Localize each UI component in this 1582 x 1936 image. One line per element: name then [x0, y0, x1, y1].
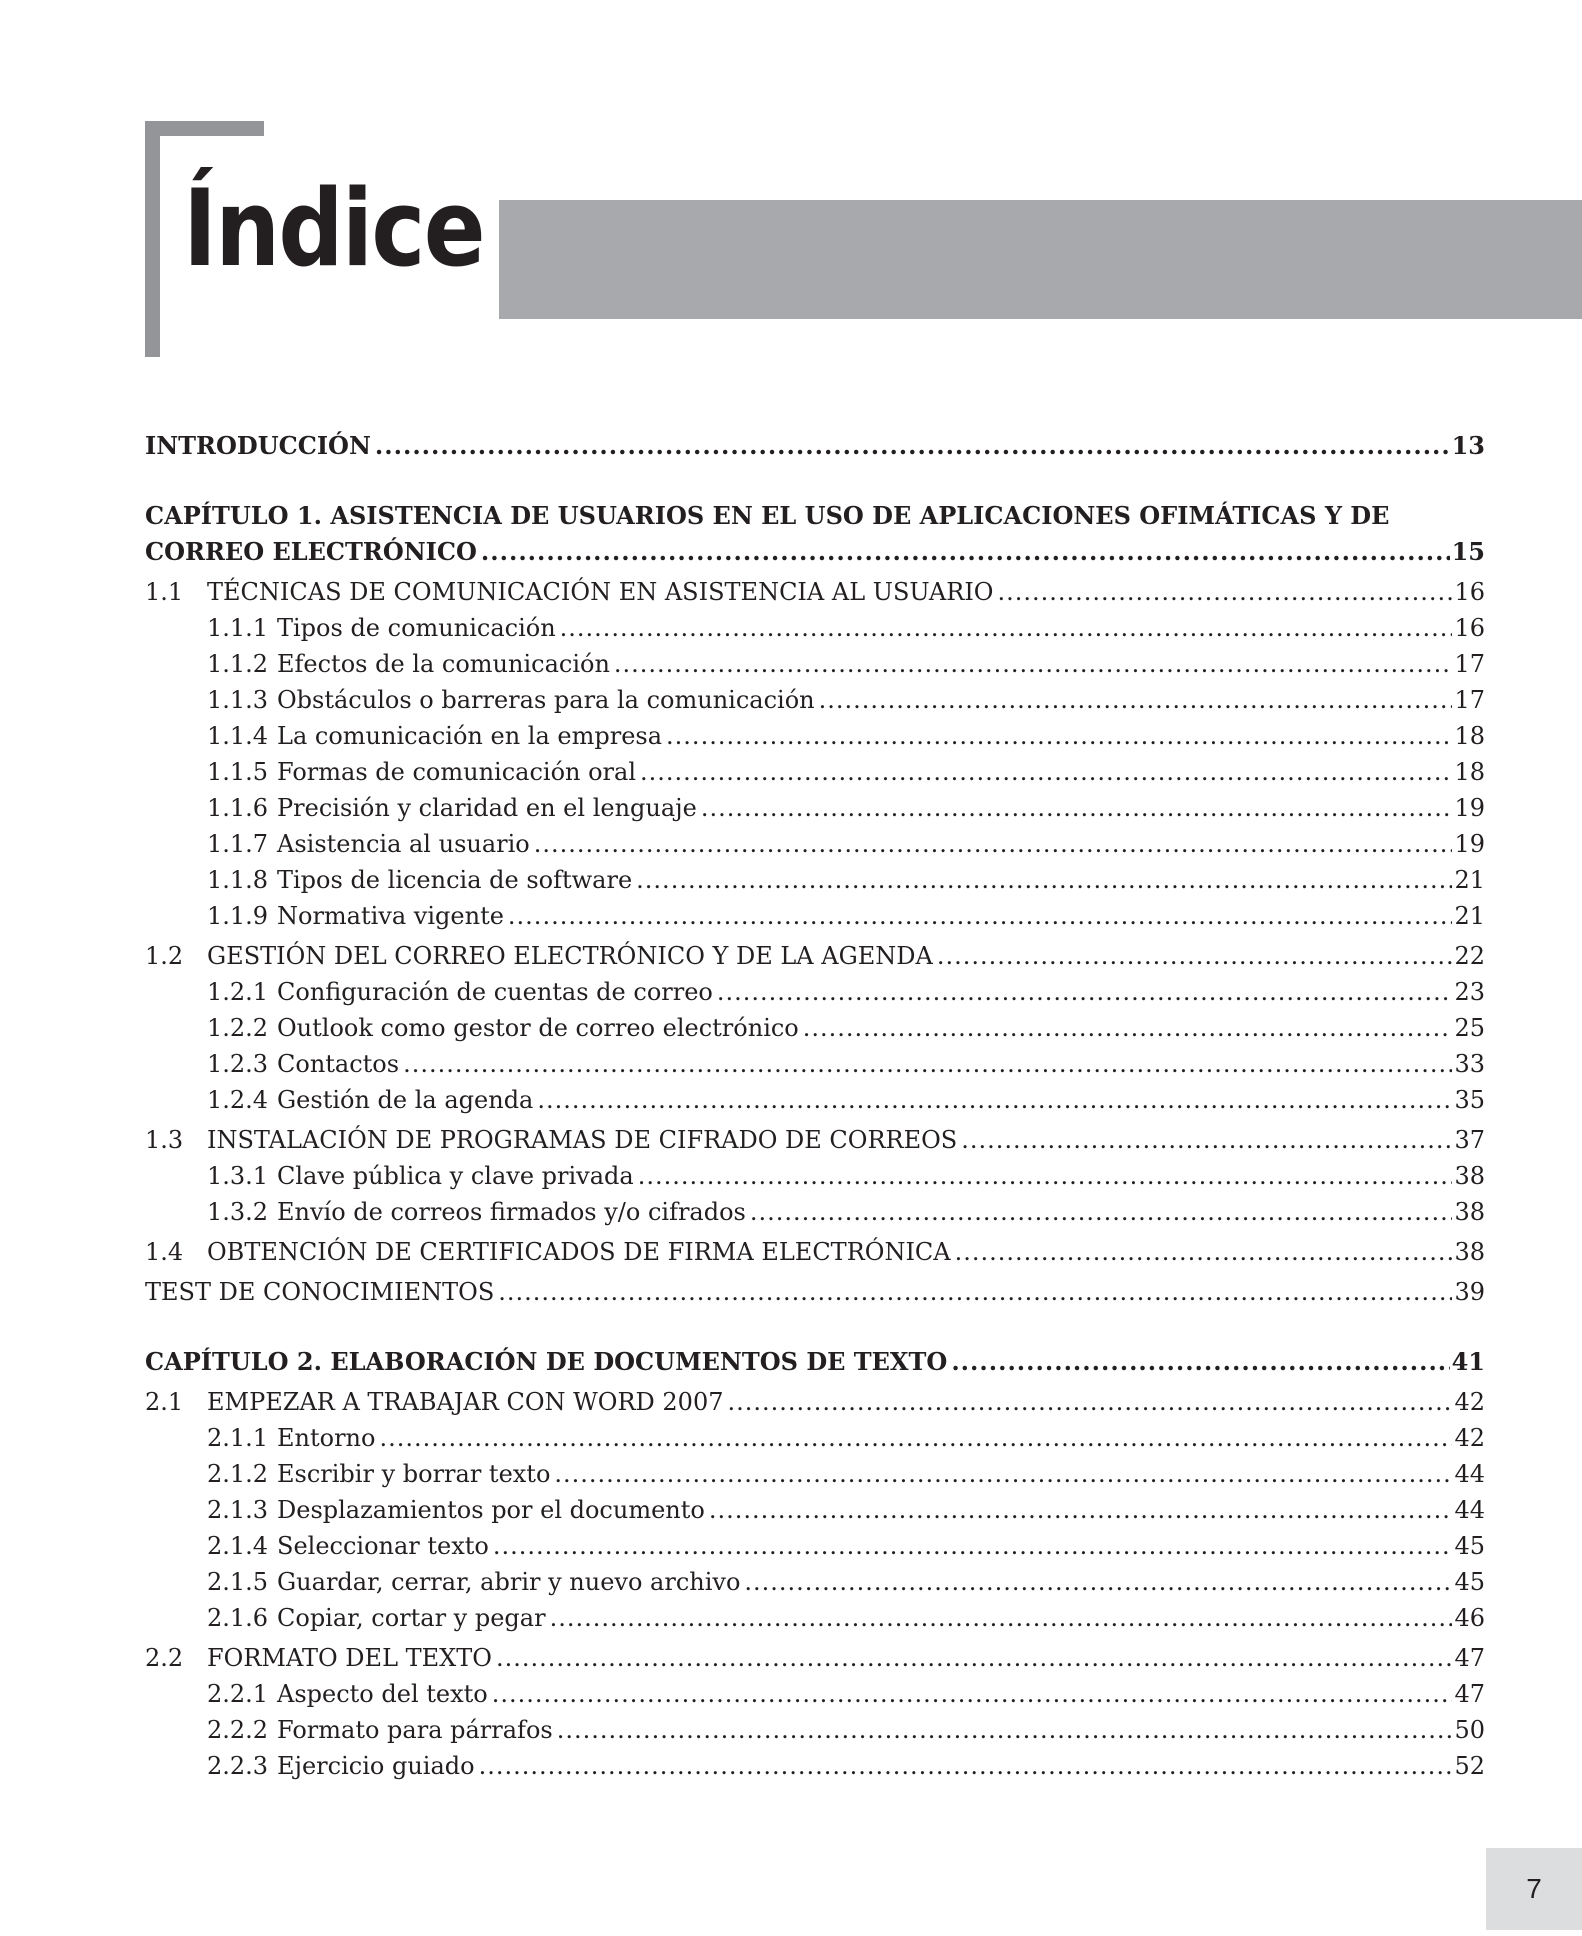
toc-subsection-label: Asistencia al usuario: [277, 830, 530, 858]
toc-subsection[interactable]: [145, 1420, 1485, 1456]
toc-entry-label: INTRODUCCIÓN: [145, 431, 371, 460]
dot-leader: [498, 1274, 1452, 1310]
toc-entry-intro[interactable]: [145, 428, 1485, 464]
toc-section[interactable]: [145, 574, 1485, 610]
toc-subsection[interactable]: [145, 1528, 1485, 1564]
dot-leader: [709, 1492, 1453, 1528]
toc-section-label: EMPEZAR A TRABAJAR CON WORD 2007: [207, 1388, 724, 1416]
toc-subsection-label: Seleccionar texto: [277, 1532, 489, 1560]
toc-subsection[interactable]: [145, 1010, 1485, 1046]
toc-entry-page: 18: [1454, 758, 1485, 786]
toc-subsection[interactable]: [145, 718, 1485, 754]
toc-subsection-number: 1.1.2: [207, 650, 269, 678]
toc-subsection-number: 2.2.1: [207, 1680, 269, 1708]
toc-subsection-label: Escribir y borrar texto: [277, 1460, 551, 1488]
toc-section[interactable]: [145, 1384, 1485, 1420]
toc-subsection[interactable]: [145, 1082, 1485, 1118]
page-title: Índice: [183, 167, 484, 290]
toc-subsection-number: 2.1.5: [207, 1568, 269, 1596]
toc-entry-page: 44: [1454, 1460, 1485, 1488]
toc-section-label: INSTALACIÓN DE PROGRAMAS DE CIFRADO DE CORREOS: [207, 1126, 958, 1154]
toc-subsection-number: 1.1.5: [207, 758, 269, 786]
toc-subsection[interactable]: [145, 754, 1485, 790]
dot-leader: [479, 1748, 1453, 1784]
toc-entry-page: 33: [1454, 1050, 1485, 1078]
toc-subsection-number: 1.1.8: [207, 866, 269, 894]
toc-subsection[interactable]: [145, 862, 1485, 898]
toc-entry-page: 25: [1454, 1014, 1485, 1042]
toc-subsection[interactable]: [145, 790, 1485, 826]
toc-subsection-label: Desplazamientos por el documento: [277, 1496, 705, 1524]
toc-section-number: 1.3: [145, 1126, 184, 1154]
toc-section-label: OBTENCIÓN DE CERTIFICADOS DE FIRMA ELECTRÓNICA: [207, 1238, 951, 1266]
toc-entry-page: 37: [1454, 1126, 1485, 1154]
toc-entry-label: TEST DE CONOCIMIENTOS: [145, 1278, 495, 1306]
dot-leader: [375, 428, 1450, 464]
toc-entry-page: 47: [1454, 1680, 1485, 1708]
toc-entry-page: 16: [1454, 614, 1485, 642]
toc-subsection-number: 1.1.1: [207, 614, 269, 642]
toc-subsection-number: 1.1.3: [207, 686, 269, 714]
toc-subsection[interactable]: [145, 1712, 1485, 1748]
toc-subsection-number: 1.2.3: [207, 1050, 269, 1078]
toc-subsection-number: 1.1.7: [207, 830, 269, 858]
toc-entry-page: 18: [1454, 722, 1485, 750]
toc-entry-page: 50: [1454, 1716, 1485, 1744]
dot-leader: [803, 1010, 1453, 1046]
toc-entry-page: 42: [1454, 1424, 1485, 1452]
toc-entry-page: 13: [1451, 431, 1485, 460]
dot-leader: [537, 1082, 1452, 1118]
toc-chapter-label: CORREO ELECTRÓNICO: [145, 537, 477, 566]
toc-section-number: 1.4: [145, 1238, 184, 1266]
toc-subsection[interactable]: [145, 682, 1485, 718]
toc-chapter-label: CAPÍTULO 2. ELABORACIÓN DE DOCUMENTOS DE TEXTO: [145, 1347, 948, 1376]
toc-subsection-label: Formas de comunicación oral: [277, 758, 637, 786]
toc-subsection-label: Efectos de la comunicación: [277, 650, 610, 678]
toc-subsection[interactable]: [145, 1600, 1485, 1636]
dot-leader: [728, 1384, 1453, 1420]
toc-entry-page: 22: [1454, 942, 1485, 970]
dot-leader: [496, 1640, 1453, 1676]
toc-subsection-number: 2.1.2: [207, 1460, 269, 1488]
toc-entry-page: 16: [1454, 578, 1485, 606]
dot-leader: [403, 1046, 1452, 1082]
toc-section-number: 2.1: [145, 1388, 184, 1416]
dot-leader: [744, 1564, 1452, 1600]
toc-subsection-label: Gestión de la agenda: [277, 1086, 534, 1114]
dot-leader: [508, 898, 1453, 934]
toc-section[interactable]: [145, 1640, 1485, 1676]
page-number: 7: [1526, 1873, 1542, 1904]
toc-subsection-label: Ejercicio guiado: [277, 1752, 475, 1780]
toc-subsection-label: Formato para párrafos: [277, 1716, 553, 1744]
toc-subsection[interactable]: [145, 1194, 1485, 1230]
toc-subsection-label: Guardar, cerrar, abrir y nuevo archivo: [277, 1568, 741, 1596]
toc-subsection-label: Obstáculos o barreras para la comunicación: [277, 686, 815, 714]
toc-chapter-1-line2[interactable]: [145, 534, 1485, 570]
toc-subsection-number: 2.1.4: [207, 1532, 269, 1560]
dot-leader: [614, 646, 1453, 682]
dot-leader: [961, 1122, 1452, 1158]
dot-leader: [951, 1344, 1449, 1380]
toc-subsection[interactable]: [145, 826, 1485, 862]
dot-leader: [640, 754, 1452, 790]
toc-subsection-label: Outlook como gestor de correo electrónico: [277, 1014, 799, 1042]
toc-entry-page: 45: [1454, 1532, 1485, 1560]
toc-subsection[interactable]: [145, 610, 1485, 646]
dot-leader: [492, 1676, 1453, 1712]
toc-subsection-label: Clave pública y clave privada: [277, 1162, 634, 1190]
dot-leader: [750, 1194, 1453, 1230]
dot-leader: [481, 534, 1450, 570]
dot-leader: [638, 1158, 1453, 1194]
toc-subsection-number: 2.1.1: [207, 1424, 269, 1452]
toc-subsection-number: 1.2.2: [207, 1014, 269, 1042]
toc-subsection[interactable]: [145, 1748, 1485, 1784]
toc-subsection-label: Envío de correos firmados y/o cifrados: [277, 1198, 746, 1226]
toc-entry-page: 35: [1454, 1086, 1485, 1114]
toc-subsection-number: 2.1.6: [207, 1604, 269, 1632]
toc-subsection[interactable]: [145, 1676, 1485, 1712]
dot-leader: [534, 826, 1453, 862]
toc-subsection[interactable]: [145, 1158, 1485, 1194]
dot-leader: [937, 938, 1453, 974]
toc-subsection-number: 2.2.2: [207, 1716, 269, 1744]
toc-subsection-number: 1.2.4: [207, 1086, 269, 1114]
toc-entry-page: 19: [1454, 794, 1485, 822]
dot-leader: [997, 574, 1452, 610]
toc-subsection-label: Aspecto del texto: [277, 1680, 488, 1708]
toc-subsection[interactable]: [145, 1456, 1485, 1492]
toc-subsection-label: Tipos de comunicación: [277, 614, 556, 642]
dot-leader: [550, 1600, 1453, 1636]
toc-entry-page: 17: [1454, 686, 1485, 714]
toc-entry-page: 38: [1454, 1238, 1485, 1266]
toc-entry-page: 38: [1454, 1198, 1485, 1226]
toc-chapter-2[interactable]: [145, 1344, 1485, 1380]
toc-entry-page: 17: [1454, 650, 1485, 678]
dot-leader: [717, 974, 1453, 1010]
toc-subsection[interactable]: [145, 1046, 1485, 1082]
toc-section-number: 2.2: [145, 1644, 184, 1672]
toc-subsection-number: 2.2.3: [207, 1752, 269, 1780]
title-decorative-bar: [499, 200, 1582, 319]
toc-subsection-number: 1.1.9: [207, 902, 269, 930]
toc-entry-page: 21: [1454, 902, 1485, 930]
dot-leader: [701, 790, 1453, 826]
dot-leader: [666, 718, 1452, 754]
toc-chapter-1-line1[interactable]: [145, 498, 1485, 534]
table-of-contents: [145, 428, 1485, 1784]
toc-section-number: 1.2: [145, 942, 184, 970]
toc-entry-page: 46: [1454, 1604, 1485, 1632]
toc-subsection-label: Contactos: [277, 1050, 400, 1078]
toc-subsection-label: Tipos de licencia de software: [277, 866, 633, 894]
toc-entry-page: 42: [1454, 1388, 1485, 1416]
toc-subsection[interactable]: [145, 1564, 1485, 1600]
toc-subsection[interactable]: [145, 646, 1485, 682]
toc-subsection-number: 1.3.2: [207, 1198, 269, 1226]
toc-entry-page: 21: [1454, 866, 1485, 894]
toc-subsection[interactable]: [145, 1492, 1485, 1528]
toc-subsection[interactable]: [145, 974, 1485, 1010]
toc-section[interactable]: [145, 938, 1485, 974]
toc-section-label: FORMATO DEL TEXTO: [207, 1644, 492, 1672]
toc-subsection-label: Entorno: [277, 1424, 376, 1452]
dot-leader: [955, 1234, 1453, 1270]
dot-leader: [819, 682, 1453, 718]
title-bracket-horizontal: [145, 121, 264, 136]
toc-section[interactable]: [145, 1234, 1485, 1270]
title-bracket-vertical: [145, 121, 160, 357]
toc-subsection-number: 1.1.6: [207, 794, 269, 822]
toc-entry-page: 19: [1454, 830, 1485, 858]
toc-subsection-number: 2.1.3: [207, 1496, 269, 1524]
toc-subsection-number: 1.2.1: [207, 978, 269, 1006]
toc-entry-page: 39: [1454, 1278, 1485, 1306]
toc-entry-page: 23: [1454, 978, 1485, 1006]
toc-subsection[interactable]: [145, 898, 1485, 934]
dot-leader: [554, 1456, 1452, 1492]
toc-entry-test[interactable]: [145, 1274, 1485, 1310]
toc-subsection-label: Configuración de cuentas de correo: [277, 978, 713, 1006]
toc-subsection-label: La comunicación en la empresa: [277, 722, 663, 750]
dot-leader: [379, 1420, 1452, 1456]
dot-leader: [493, 1528, 1453, 1564]
toc-entry-page: 41: [1451, 1347, 1485, 1376]
toc-subsection-label: Copiar, cortar y pegar: [277, 1604, 546, 1632]
toc-subsection-label: Normativa vigente: [277, 902, 504, 930]
toc-subsection-label: Precisión y claridad en el lenguaje: [277, 794, 697, 822]
toc-entry-page: 45: [1454, 1568, 1485, 1596]
toc-section-label: GESTIÓN DEL CORREO ELECTRÓNICO Y DE LA AGENDA: [207, 942, 933, 970]
dot-leader: [557, 1712, 1453, 1748]
toc-entry-page: 47: [1454, 1644, 1485, 1672]
toc-section[interactable]: [145, 1122, 1485, 1158]
toc-chapter-label: CAPÍTULO 1. ASISTENCIA DE USUARIOS EN EL USO DE APLICACIONES OFIMÁTICAS Y DE: [145, 501, 1390, 530]
toc-entry-page: 15: [1451, 537, 1485, 566]
dot-leader: [560, 610, 1453, 646]
toc-section-number: 1.1: [145, 578, 184, 606]
toc-subsection-number: 1.3.1: [207, 1162, 269, 1190]
toc-entry-page: 44: [1454, 1496, 1485, 1524]
toc-entry-page: 52: [1454, 1752, 1485, 1780]
toc-subsection-number: 1.1.4: [207, 722, 269, 750]
toc-section-label: TÉCNICAS DE COMUNICACIÓN EN ASISTENCIA AL USUARIO: [207, 578, 994, 606]
toc-entry-page: 38: [1454, 1162, 1485, 1190]
dot-leader: [636, 862, 1452, 898]
